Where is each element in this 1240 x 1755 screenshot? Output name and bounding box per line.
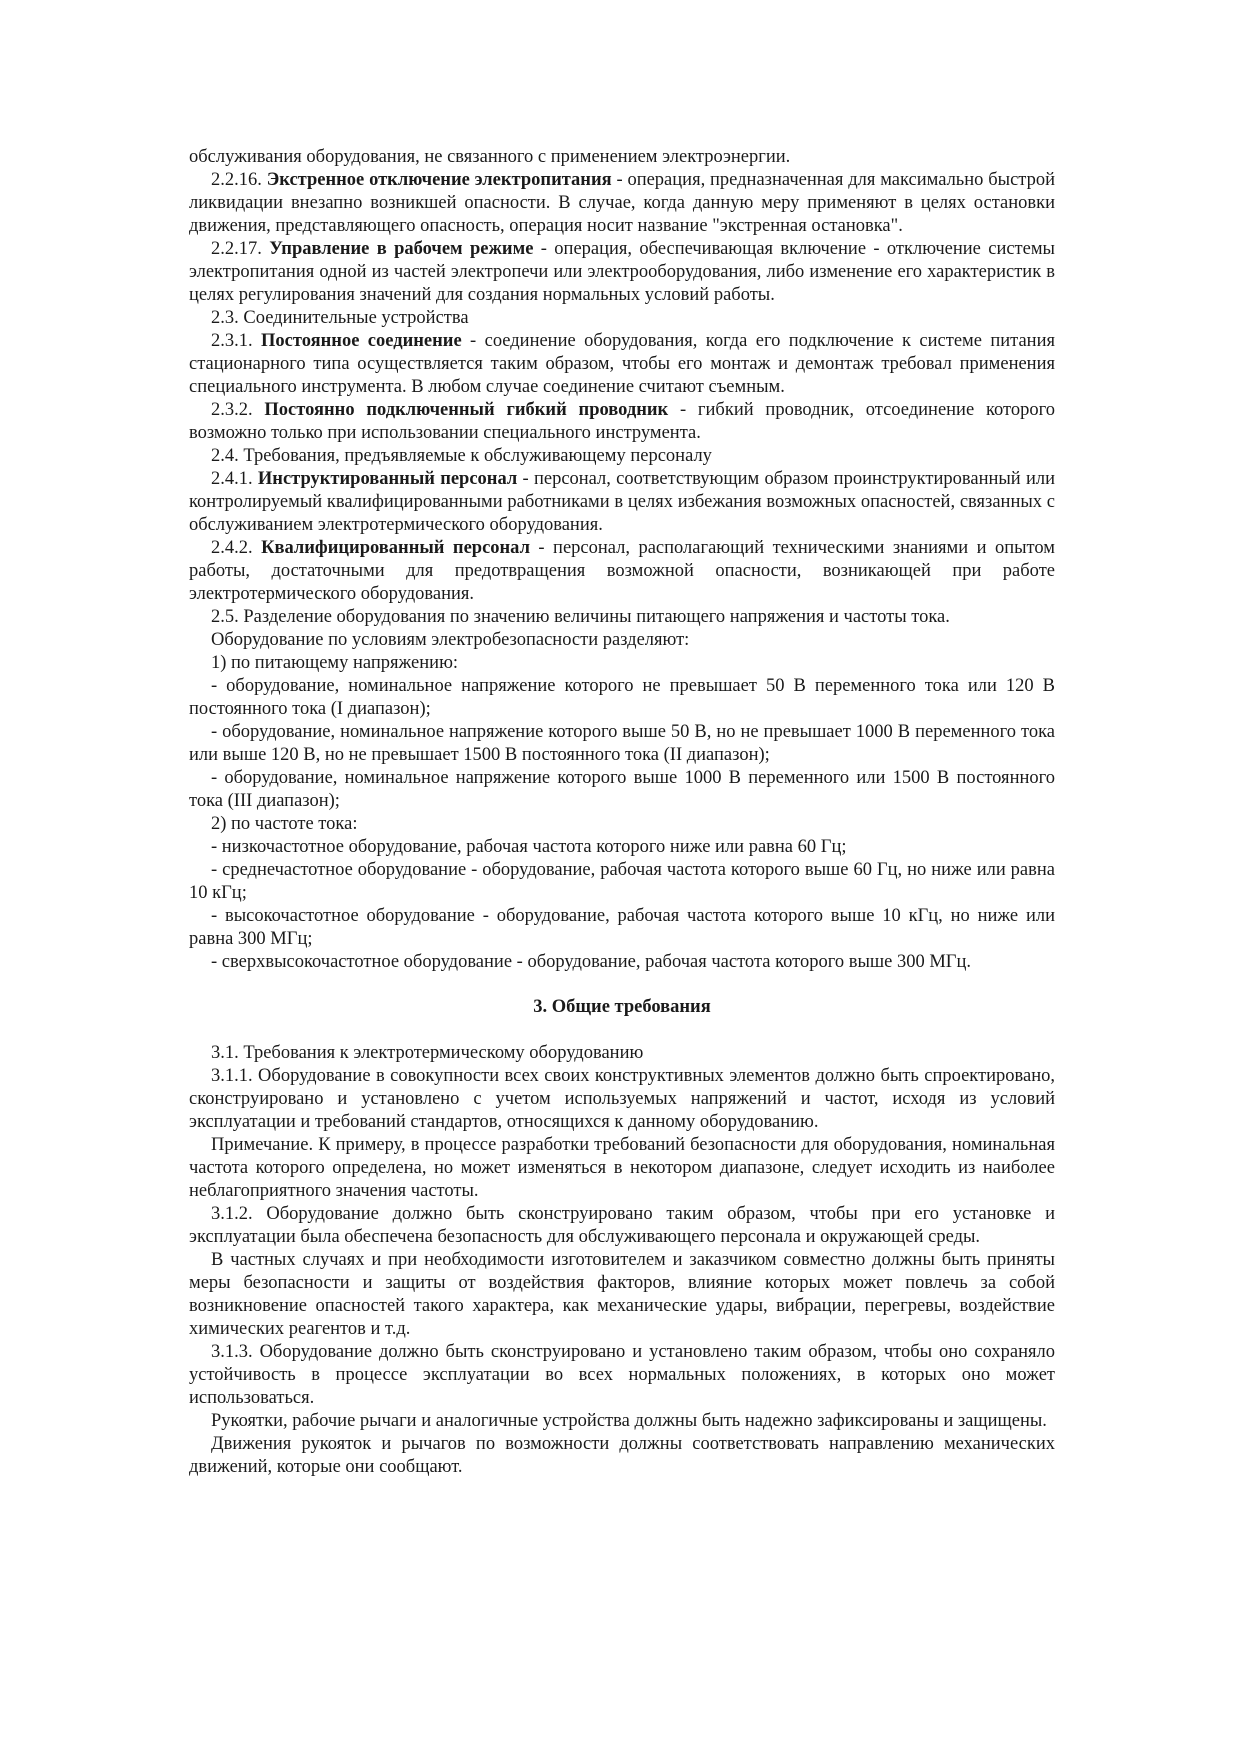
list-item-frequency-3: - высокочастотное оборудование - оборудование, рабочая частота которого выше 10 кГц, но ниже или равна 300 МГц; <box>189 906 1055 949</box>
list-item-voltage-3: - оборудование, номинальное напряжение которого выше 1000 В переменного или 1500 В постоянного тока (III диапазон); <box>189 768 1055 811</box>
section-heading-3: 3. Общие требования <box>533 997 711 1017</box>
paragraph-2-3-2 <box>189 399 1055 445</box>
definition-text: - соединение оборудования, когда его подключение к системе питания стационарного типа осуществляется таким образом, чтобы его монтаж и демонтаж требовал применения специального инструмента. В любом случае соединение считают съемным. <box>189 331 1055 397</box>
definition-text: - персонал, располагающий техническими знаниями и опытом работы, достаточными для предотвращения возможной опасности, возникающей при работе электротермического оборудования. <box>189 538 1055 604</box>
clause-number: 2.4.1. <box>211 469 253 489</box>
document-page <box>189 146 1055 1479</box>
clause-number: 2.3.1. <box>211 331 253 351</box>
paragraph-handles: Рукоятки, рабочие рычаги и аналогичные устройства должны быть надежно зафиксированы и защищены. <box>211 1411 1047 1431</box>
paragraph-3-1: 3.1. Требования к электротермическому оборудованию <box>211 1043 644 1063</box>
clause-number: 2.2.16. <box>211 170 262 190</box>
list-item-frequency-1: - низкочастотное оборудование, рабочая частота которого ниже или равна 60 Гц; <box>211 837 847 857</box>
paragraph-3-1-3: 3.1.3. Оборудование должно быть сконструировано и установлено таким образом, чтобы оно сохраняло устойчивость в процессе эксплуатации во всех нормальных положениях, в которых оно может использоваться. <box>189 1342 1055 1408</box>
list-item-frequency-4: - сверхвысокочастотное оборудование - оборудование, рабочая частота которого выше 300 МГц. <box>211 952 972 972</box>
paragraph-2-4-1 <box>189 468 1055 537</box>
definition-text: - операция, обеспечивающая включение - отключение системы электропитания одной из частей электропечи или электрооборудования, либо изменение его характеристик в целях регулирования значений для создания нормальных условий работы. <box>189 239 1055 305</box>
term-flexible-conductor: Постоянно подключенный гибкий проводник <box>264 400 669 420</box>
paragraph-2-3-1 <box>189 330 1055 399</box>
paragraph-2-5: 2.5. Разделение оборудования по значению величины питающего напряжения и частоты тока. <box>211 607 950 627</box>
definition-text: - операция, предназначенная для максимально быстрой ликвидации внезапно возникшей опасности. В случае, когда данную меру применяют в целях остановки движения, представляющего опасность, операция носит название "экстренная остановка". <box>189 170 1055 236</box>
paragraph-continuation: обслуживания оборудования, не связанного с применением электроэнергии. <box>189 147 791 167</box>
definition-text: - гибкий проводник, отсоединение которого возможно только при использовании специального инструмента. <box>189 400 1055 443</box>
term-qualified-personnel: Квалифицированный персонал <box>261 538 530 558</box>
paragraph-note: Примечание. К примеру, в процессе разработки требований безопасности для оборудования, номинальная частота которого определена, но может изменяться в некотором диапазоне, следует исходить из наиболее неблагоприятного значения частоты. <box>189 1135 1055 1201</box>
paragraph-2-2-16 <box>189 169 1055 238</box>
paragraph-2-4-2 <box>189 537 1055 606</box>
list-item-frequency-2: - среднечастотное оборудование - оборудование, рабочая частота которого выше 60 Гц, но ниже или равна 10 кГц; <box>189 860 1055 903</box>
term-operating-mode-control: Управление в рабочем режиме <box>269 239 534 259</box>
list-heading-voltage: 1) по питающему напряжению: <box>211 653 459 673</box>
clause-number: 2.3.2. <box>211 400 253 420</box>
term-permanent-connection: Постоянное соединение <box>261 331 462 351</box>
term-emergency-power-off: Экстренное отключение электропитания <box>266 170 612 190</box>
list-item-voltage-1: - оборудование, номинальное напряжение которого не превышает 50 В переменного тока или 120 В постоянного тока (I диапазон); <box>189 676 1055 719</box>
paragraph-movements: Движения рукояток и рычагов по возможности должны соответствовать направлению механических движений, которые они сообщают. <box>189 1434 1055 1477</box>
list-item-voltage-2: - оборудование, номинальное напряжение которого выше 50 В, но не превышает 1000 В переменного тока или выше 120 В, но не превышает 1500 В постоянного тока (II диапазон); <box>189 722 1055 765</box>
clause-number: 2.2.17. <box>211 239 262 259</box>
paragraph-equipment-division: Оборудование по условиям электробезопасности разделяют: <box>211 630 690 650</box>
paragraph-2-4: 2.4. Требования, предъявляемые к обслуживающему персоналу <box>211 446 712 466</box>
term-instructed-personnel: Инструктированный персонал <box>257 469 518 489</box>
paragraph-2-2-17 <box>189 238 1055 307</box>
paragraph-3-1-1: 3.1.1. Оборудование в совокупности всех своих конструктивных элементов должно быть спроектировано, сконструировано и установлено с учетом используемых напряжений и частот, исходя из условий эксплуатации и требований стандартов, относящихся к данному оборудованию. <box>189 1066 1055 1132</box>
paragraph-special-cases: В частных случаях и при необходимости изготовителем и заказчиком совместно должны быть приняты меры безопасности и защиты от воздействия факторов, влияние которых может повлечь за собой возникновение опасностей такого характера, как механические удары, вибрации, перегревы, воздействие химических реагентов и т.д. <box>189 1250 1055 1339</box>
clause-number: 2.4.2. <box>211 538 253 558</box>
paragraph-3-1-2: 3.1.2. Оборудование должно быть сконструировано таким образом, чтобы при его установке и эксплуатации была обеспечена безопасность для обслуживающего персонала и окружающей среды. <box>189 1204 1055 1247</box>
paragraph-2-3: 2.3. Соединительные устройства <box>211 308 469 328</box>
list-heading-frequency: 2) по частоте тока: <box>211 814 358 834</box>
definition-text: - персонал, соответствующим образом проинструктированный или контролируемый квалифицированными работниками в целях избежания возможных опасностей, связанных с обслуживанием электротермического оборудования. <box>189 469 1056 535</box>
